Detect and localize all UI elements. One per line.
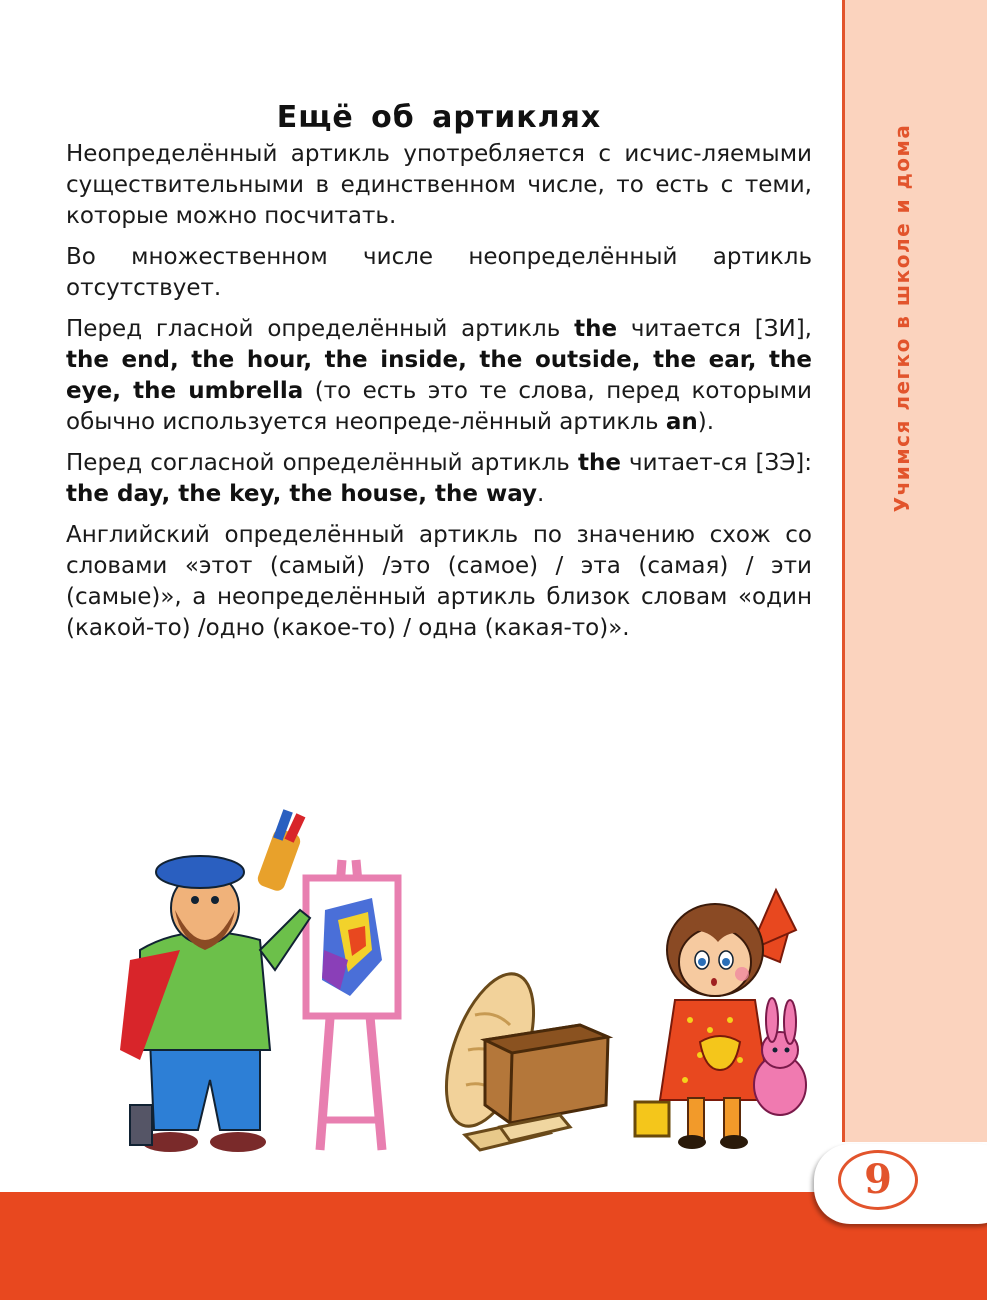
bold-term: the	[574, 316, 618, 342]
sidebar-label: Учимся легко в школе и дома	[890, 123, 914, 513]
text-run: читает-ся [ЗЭ]:	[620, 450, 812, 476]
page-number: 9	[838, 1150, 918, 1210]
paragraph-2: Во множественном числе неопределённый артикль отсутствует.	[66, 244, 812, 301]
bold-term: the	[577, 450, 621, 476]
text-run: Перед гласной определённый артикль	[66, 316, 575, 342]
bold-term: an	[665, 409, 698, 435]
paragraph-4	[66, 448, 812, 510]
main-content	[66, 100, 812, 654]
text-run: читается [ЗИ],	[617, 316, 812, 342]
bold-examples: the end, the hour, the inside, the outside, the ear, the eye, the umbrella	[66, 347, 812, 404]
text-run: (то есть это те слова, перед которыми обычно используется неопреде-лённый артикль	[66, 378, 812, 435]
text-run: Перед согласной определённый артикль	[66, 450, 578, 476]
paragraph-1: Неопределённый артикль употребляется с исчис-ляемыми существительными в единственном числе, то есть с теми, которые можно посчитать.	[66, 141, 812, 229]
painter	[120, 809, 310, 1152]
sidebar-panel	[842, 0, 987, 1142]
paragraph-5: Английский определённый артикль по значению схож со словами «этот (самый) /это (самое) / эта (самая) / эти (самые)», а неопределённый артикль близок словам «один (какой-то) /одно (какое-то) / одна (какая-то)».	[66, 522, 812, 641]
bold-examples: the day, the key, the house, the way	[66, 481, 537, 507]
paragraph-3	[66, 314, 812, 438]
text-run: ).	[697, 409, 715, 435]
text-run: .	[537, 481, 545, 507]
easel	[306, 860, 398, 1150]
page-title: Ещё об артиклях	[276, 100, 602, 135]
bread-illustration	[440, 955, 620, 1155]
painter-illustration	[110, 800, 430, 1160]
girl-illustration	[630, 870, 820, 1160]
